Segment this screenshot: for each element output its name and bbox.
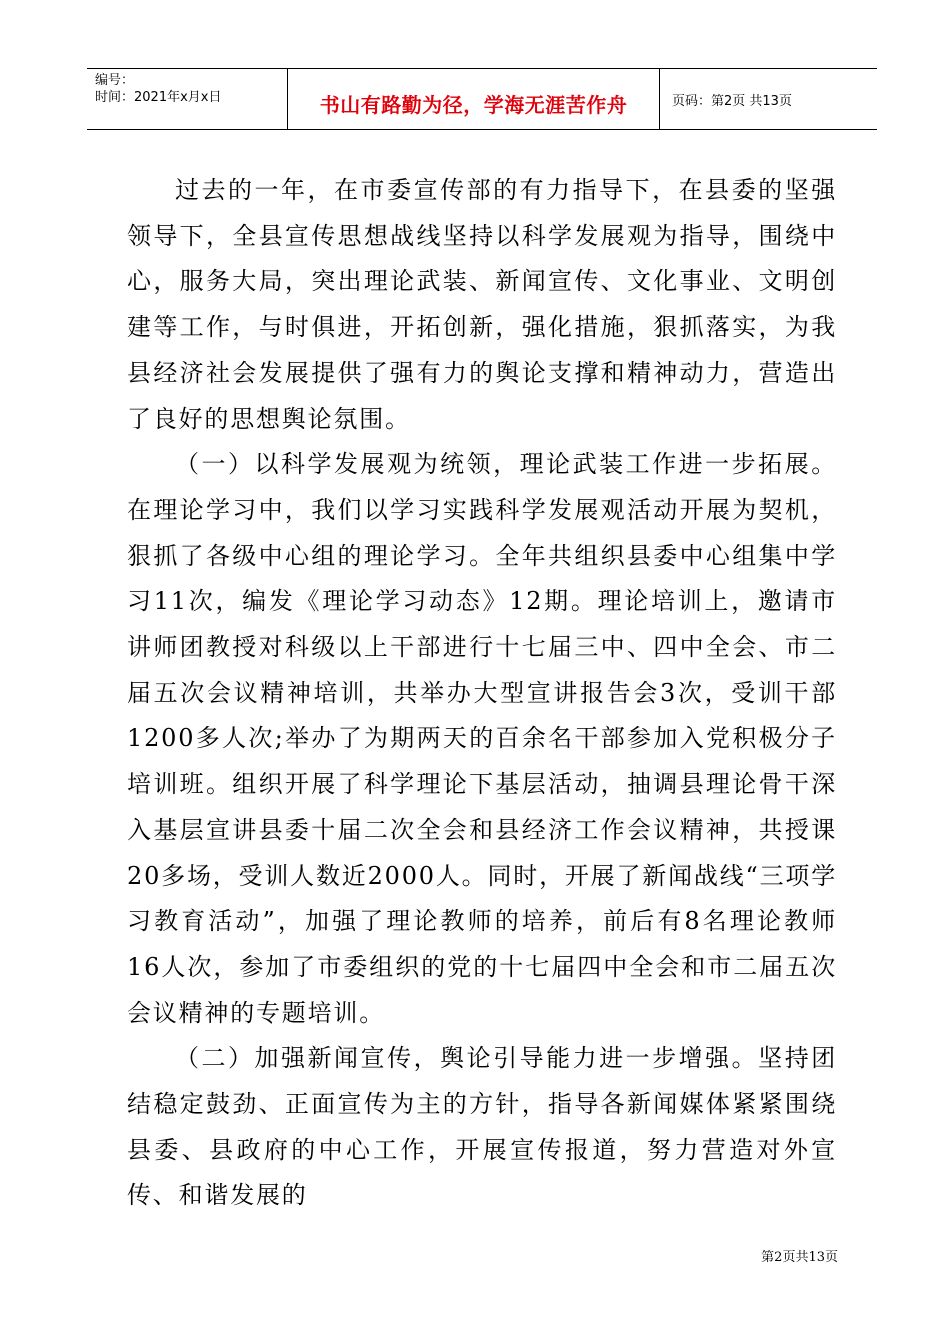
time-label: 时间：2021年x月x日 <box>95 90 222 105</box>
header-meta <box>87 69 288 129</box>
paragraph-news: （二）加强新闻宣传，舆论引导能力进一步增强。坚持团结稳定鼓劲、正面宣传为主的方针，指导各新闻媒体紧紧围绕县委、县政府的中心工作，开展宣传报道，努力营造对外宣传、和谐发展的 <box>127 1044 837 1210</box>
document-body <box>127 168 837 1219</box>
header-page-cell <box>660 69 877 129</box>
page-label: 页码：第2页 共13页 <box>672 93 792 109</box>
motto-text: 书山有路勤为径，学海无涯苦作舟 <box>319 92 628 117</box>
header-motto-cell <box>288 69 660 129</box>
paragraph-theory: （一）以科学发展观为统领，理论武装工作进一步拓展。在理论学习中，我们以学习实践科学发展观活动开展为契机，狠抓了各级中心组的理论学习。全年共组织县委中心组集中学习11次，编发《理论学习动态》12期。理论培训上，邀请市讲师团教授对科级以上干部进行十七届三中、四中全会、市二届五次会议精神培训，共举办大型宣讲报告会3次，受训干部1200多人次;举办了为期两天的百余名干部参加入党积极分子培训班。组织开展了科学理论下基层活动，抽调县理论骨干深入基层宣讲县委十届二次全会和县经济工作会议精神，共授课20多场，受训人数近2000人。同时，开展了新闻战线“三项学习教育活动”，加强了理论教师的培养，前后有8名理论教师16人次，参加了市委组织的党的十七届四中全会和市二届五次会议精神的专题培训。 <box>127 450 837 1027</box>
paragraph-intro: 过去的一年，在市委宣传部的有力指导下，在县委的坚强领导下，全县宣传思想战线坚持以科学发展观为指导，围绕中心，服务大局，突出理论武装、新闻宣传、文化事业、文明创建等工作，与时俱进，开拓创新，强化措施，狠抓落实，为我县经济社会发展提供了强有力的舆论支撑和精神动力，营造出了良好的思想舆论氛围。 <box>127 176 837 433</box>
document-header <box>87 68 877 130</box>
page-footer: 第2页共13页 <box>761 1250 838 1265</box>
number-label: 编号： <box>95 73 135 88</box>
